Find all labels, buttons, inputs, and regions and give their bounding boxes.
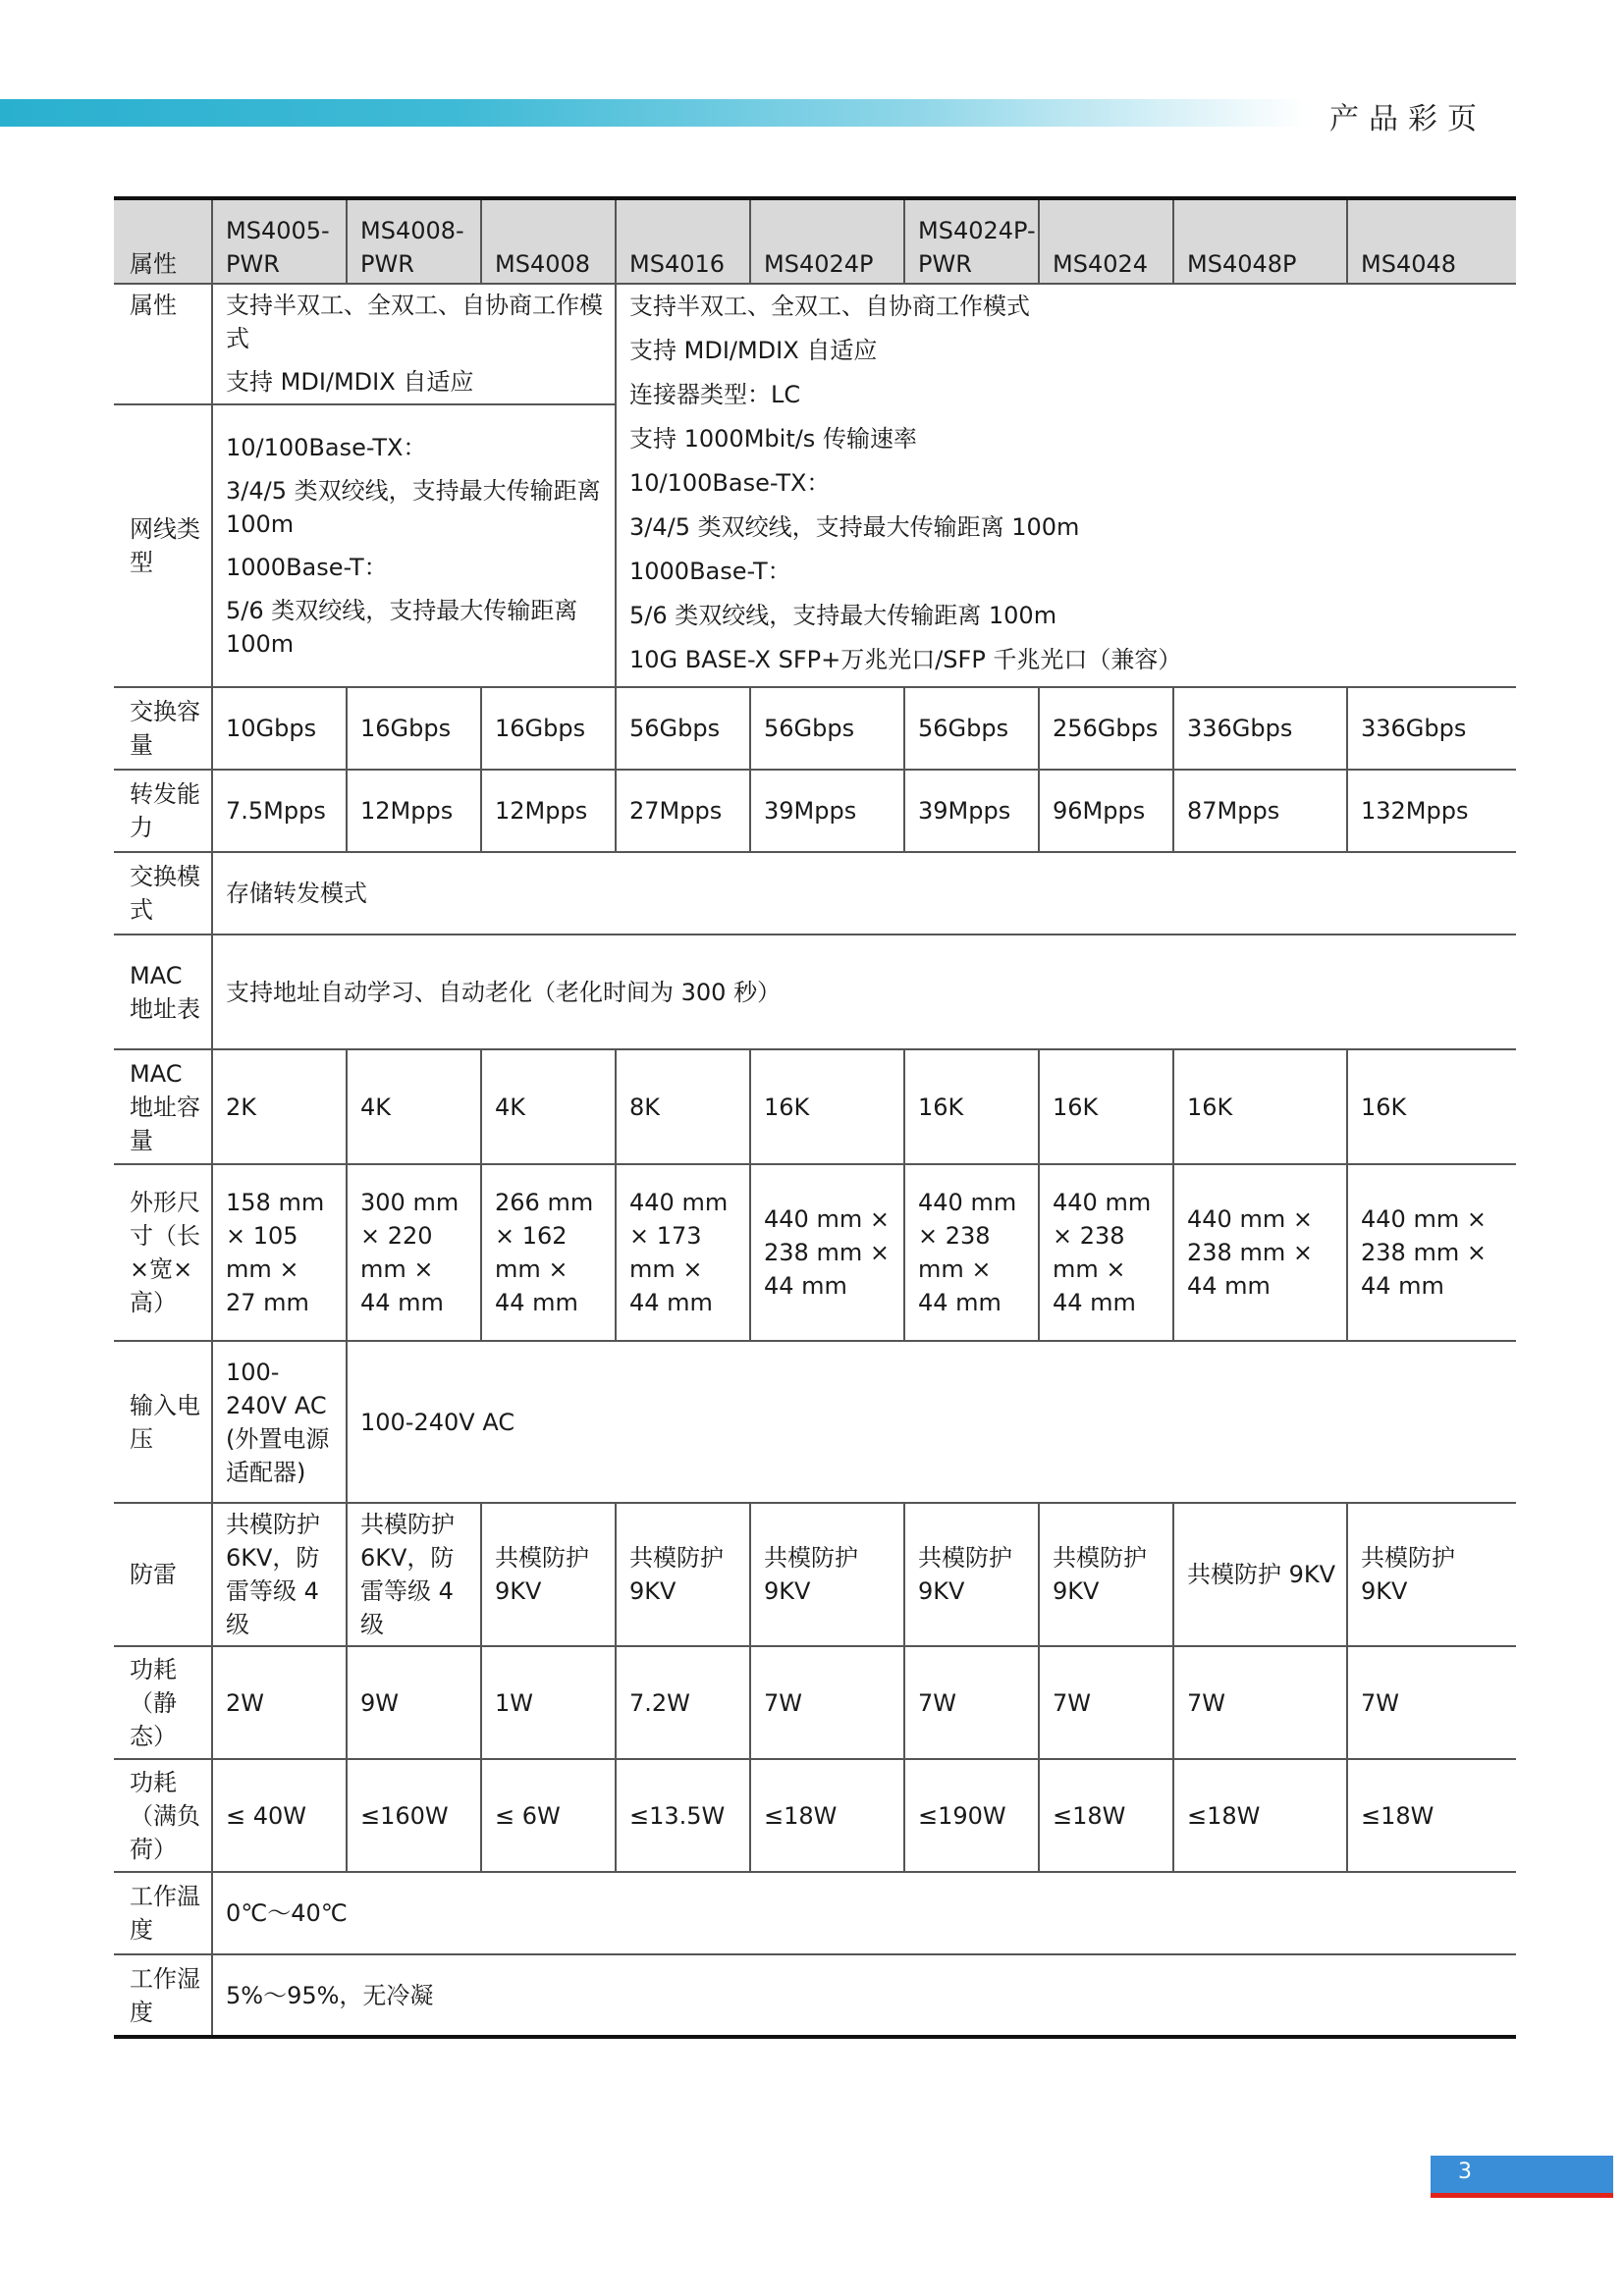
- table-row: [114, 1954, 1516, 2037]
- header-cell: MS4024P-PWR: [904, 198, 1039, 284]
- cell-line: 5/6 类双绞线，支持最大传输距离 100m: [226, 596, 578, 658]
- table-cell: ≤ 6W: [481, 1759, 616, 1872]
- row-label: 工作湿度: [114, 1954, 212, 2037]
- table-cell: 共模防护 9KV: [904, 1503, 1039, 1646]
- table-row: [114, 284, 1516, 404]
- attr-right-cell: [616, 284, 1516, 687]
- cable-left-cell: [212, 404, 616, 687]
- row-label: 防雷: [114, 1503, 212, 1646]
- table-cell: 共模防护 9KV: [1173, 1503, 1347, 1646]
- table-cell: 2W: [212, 1646, 347, 1759]
- table-cell: 39Mpps: [750, 770, 904, 852]
- table-row: [114, 934, 1516, 1049]
- table-cell: ≤18W: [750, 1759, 904, 1872]
- table-cell: 支持地址自动学习、自动老化（老化时间为 300 秒）: [212, 934, 1516, 1049]
- table-cell: 87Mpps: [1173, 770, 1347, 852]
- header-cell: MS4024: [1039, 198, 1173, 284]
- table-cell: 300 mm × 220 mm × 44 mm: [347, 1164, 481, 1341]
- table-cell: ≤ 40W: [212, 1759, 347, 1872]
- table-header-row: [114, 198, 1516, 284]
- table-cell: 共模防护 9KV: [1039, 1503, 1173, 1646]
- cell-line: 5/6 类双绞线，支持最大传输距离 100m: [629, 602, 1057, 629]
- table-cell: 5%～95%，无冷凝: [212, 1954, 1516, 2037]
- row-label: MAC 地址表: [114, 934, 212, 1049]
- table-cell: 0℃～40℃: [212, 1872, 1516, 1954]
- cell-line: 支持 MDI/MDIX 自适应: [226, 368, 474, 396]
- spec-table: [114, 196, 1516, 2039]
- cell-line: (外置电源适配器): [226, 1424, 330, 1486]
- table-cell: 共模防护 9KV: [616, 1503, 750, 1646]
- table-cell: 266 mm × 162 mm × 44 mm: [481, 1164, 616, 1341]
- table-cell: 10Gbps: [212, 687, 347, 770]
- table-cell: 7W: [750, 1646, 904, 1759]
- table-cell: 7.5Mpps: [212, 770, 347, 852]
- cell-line: 10G BASE-X SFP+万兆光口/SFP 千兆光口（兼容）: [629, 646, 1182, 673]
- table-cell: ≤160W: [347, 1759, 481, 1872]
- row-label: 功耗（满负荷）: [114, 1759, 212, 1872]
- table-row: [114, 1503, 1516, 1646]
- table-cell: 4K: [481, 1049, 616, 1164]
- table-cell: 共模防护 9KV: [750, 1503, 904, 1646]
- cell-line: 3/4/5 类双绞线，支持最大传输距离 100m: [226, 476, 601, 538]
- table-cell: 存储转发模式: [212, 852, 1516, 934]
- table-row: [114, 770, 1516, 852]
- table-row: [114, 1341, 1516, 1503]
- header-gradient-bar: [0, 99, 1306, 127]
- row-label: 功耗（静态）: [114, 1646, 212, 1759]
- table-cell: 16K: [750, 1049, 904, 1164]
- table-cell: 39Mpps: [904, 770, 1039, 852]
- header-cell: MS4024P: [750, 198, 904, 284]
- table-cell: 158 mm × 105 mm × 27 mm: [212, 1164, 347, 1341]
- cell-line: 3/4/5 类双绞线，支持最大传输距离 100m: [629, 513, 1080, 541]
- table-cell: 共模防护 9KV: [481, 1503, 616, 1646]
- table-cell: 336Gbps: [1347, 687, 1516, 770]
- table-cell: 12Mpps: [481, 770, 616, 852]
- header-cell: 属性: [114, 198, 212, 284]
- table-cell: 440 mm × 238 mm × 44 mm: [1173, 1164, 1347, 1341]
- table-cell: 256Gbps: [1039, 687, 1173, 770]
- table-row: [114, 1164, 1516, 1341]
- row-label: 交换容量: [114, 687, 212, 770]
- table-cell: 共模防护 9KV: [1347, 1503, 1516, 1646]
- table-cell: 132Mpps: [1347, 770, 1516, 852]
- cell-line: 支持半双工、全双工、自协商工作模式: [226, 292, 603, 352]
- row-label: 输入电压: [114, 1341, 212, 1503]
- attr-left-cell: [212, 284, 616, 404]
- table-cell: ≤18W: [1347, 1759, 1516, 1872]
- table-row: [114, 1049, 1516, 1164]
- table-cell: 56Gbps: [750, 687, 904, 770]
- table-cell: 100-240V AC: [347, 1341, 1516, 1503]
- table-cell: 16K: [1173, 1049, 1347, 1164]
- table-cell: 440 mm × 173 mm × 44 mm: [616, 1164, 750, 1341]
- table-cell: ≤18W: [1039, 1759, 1173, 1872]
- table-row: [114, 1646, 1516, 1759]
- row-label: 工作温度: [114, 1872, 212, 1954]
- table-cell: ≤18W: [1173, 1759, 1347, 1872]
- cell-line: 1000Base-T：: [226, 553, 388, 581]
- table-cell: 7.2W: [616, 1646, 750, 1759]
- page-header-title: 产品彩页: [1329, 102, 1487, 136]
- header-cell: MS4008-PWR: [347, 198, 481, 284]
- table-cell: 7W: [1039, 1646, 1173, 1759]
- table-row: [114, 1872, 1516, 1954]
- table-cell: ≤13.5W: [616, 1759, 750, 1872]
- table-row: [114, 852, 1516, 934]
- table-cell: 共模防护 6KV，防雷等级 4 级: [212, 1503, 347, 1646]
- header-cell: MS4048P: [1173, 198, 1347, 284]
- row-label: 外形尺寸（长×宽×高）: [114, 1164, 212, 1341]
- cell-line: 100-240V AC: [226, 1358, 327, 1419]
- table-cell: 336Gbps: [1173, 687, 1347, 770]
- row-label: 网线类型: [114, 404, 212, 687]
- table-cell: 9W: [347, 1646, 481, 1759]
- table-cell: 440 mm × 238 mm × 44 mm: [750, 1164, 904, 1341]
- table-cell: 56Gbps: [616, 687, 750, 770]
- table-cell: 2K: [212, 1049, 347, 1164]
- table-cell: 440 mm × 238 mm × 44 mm: [904, 1164, 1039, 1341]
- cell-line: 支持半双工、全双工、自协商工作模式: [629, 293, 1030, 320]
- table-cell: 7W: [904, 1646, 1039, 1759]
- page-number: 3: [1458, 2160, 1472, 2184]
- row-label: 交换模式: [114, 852, 212, 934]
- header-cell: MS4005-PWR: [212, 198, 347, 284]
- table-cell: 16K: [904, 1049, 1039, 1164]
- row-label: 转发能力: [114, 770, 212, 852]
- cell-line: 10/100Base-TX：: [629, 469, 831, 497]
- table-cell: 440 mm × 238 mm × 44 mm: [1039, 1164, 1173, 1341]
- cell-line: 连接器类型：LC: [629, 381, 801, 408]
- table-cell: 16Gbps: [481, 687, 616, 770]
- table-cell: 16K: [1039, 1049, 1173, 1164]
- cell-line: 支持 MDI/MDIX 自适应: [629, 337, 878, 364]
- table-cell: 7W: [1173, 1646, 1347, 1759]
- table-cell: 96Mpps: [1039, 770, 1173, 852]
- header-cell: MS4048: [1347, 198, 1516, 284]
- table-cell: 共模防护 6KV，防雷等级 4 级: [347, 1503, 481, 1646]
- row-label: MAC 地址容量: [114, 1049, 212, 1164]
- table-cell: 7W: [1347, 1646, 1516, 1759]
- table-cell: 16Gbps: [347, 687, 481, 770]
- table-row: [114, 687, 1516, 770]
- power-in-first-cell: [212, 1341, 347, 1503]
- cell-line: 支持 1000Mbit/s 传输速率: [629, 425, 917, 453]
- table-cell: 16K: [1347, 1049, 1516, 1164]
- table-cell: ≤190W: [904, 1759, 1039, 1872]
- cell-line: 1000Base-T：: [629, 558, 791, 585]
- table-cell: 27Mpps: [616, 770, 750, 852]
- table-cell: 56Gbps: [904, 687, 1039, 770]
- table-cell: 8K: [616, 1049, 750, 1164]
- table-row: [114, 1759, 1516, 1872]
- cell-line: 10/100Base-TX：: [226, 433, 427, 461]
- table-cell: 1W: [481, 1646, 616, 1759]
- header-cell: MS4016: [616, 198, 750, 284]
- table-cell: 12Mpps: [347, 770, 481, 852]
- table-cell: 440 mm × 238 mm × 44 mm: [1347, 1164, 1516, 1341]
- table-cell: 4K: [347, 1049, 481, 1164]
- row-label: 属性: [114, 284, 212, 404]
- header-cell: MS4008: [481, 198, 616, 284]
